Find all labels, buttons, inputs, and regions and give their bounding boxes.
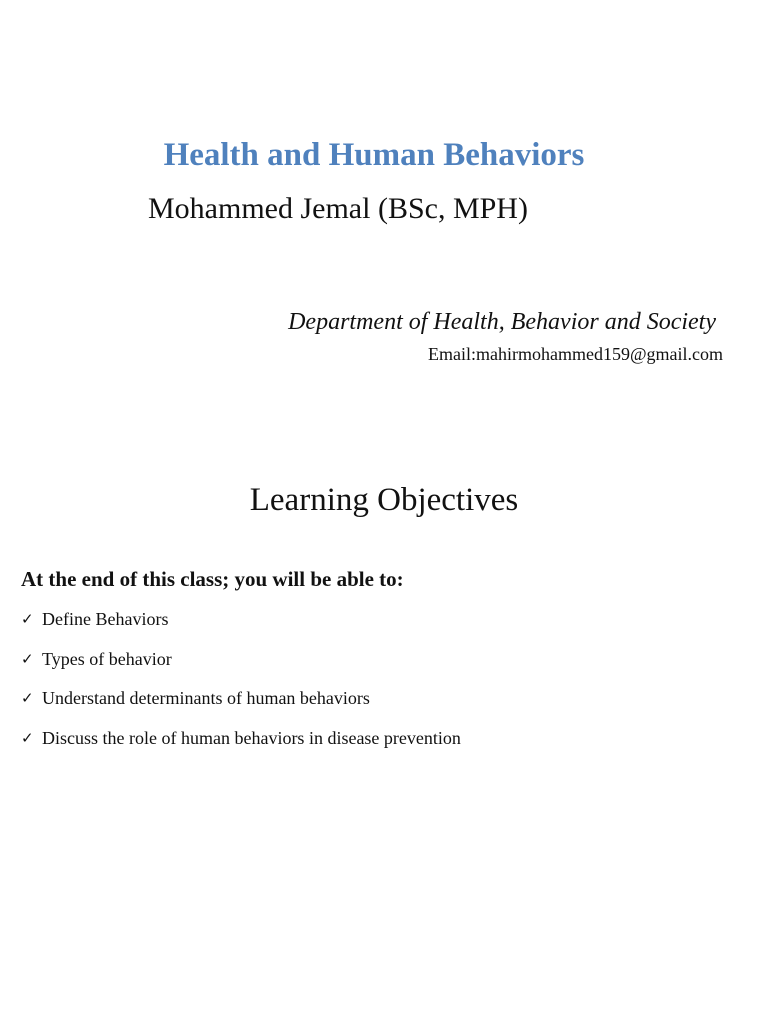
author-name: Mohammed Jemal (BSc, MPH) (148, 192, 528, 225)
author-email: Email:mahirmohammed159@gmail.com (427, 344, 723, 364)
list-item (21, 727, 461, 767)
list-item (21, 608, 461, 648)
list-item (21, 648, 461, 688)
checkmark-icon: ✓ (21, 649, 34, 668)
document-title: Health and Human Behaviors (163, 137, 585, 173)
checkmark-icon: ✓ (21, 689, 34, 707)
list-item (21, 687, 461, 727)
section-title: Learning Objectives (249, 482, 519, 518)
objective-text: Types of behavior (42, 648, 172, 669)
objectives-list (21, 608, 461, 766)
checkmark-icon: ✓ (21, 728, 34, 747)
objective-text: Discuss the role of human behaviors in disease prevention (42, 727, 461, 748)
objective-text: Understand determinants of human behaviors (42, 688, 370, 708)
department-name: Department of Health, Behavior and Society (288, 309, 716, 335)
objectives-intro: At the end of this class; you will be able to: (21, 567, 404, 591)
objective-text: Define Behaviors (42, 609, 169, 629)
checkmark-icon: ✓ (21, 610, 34, 628)
